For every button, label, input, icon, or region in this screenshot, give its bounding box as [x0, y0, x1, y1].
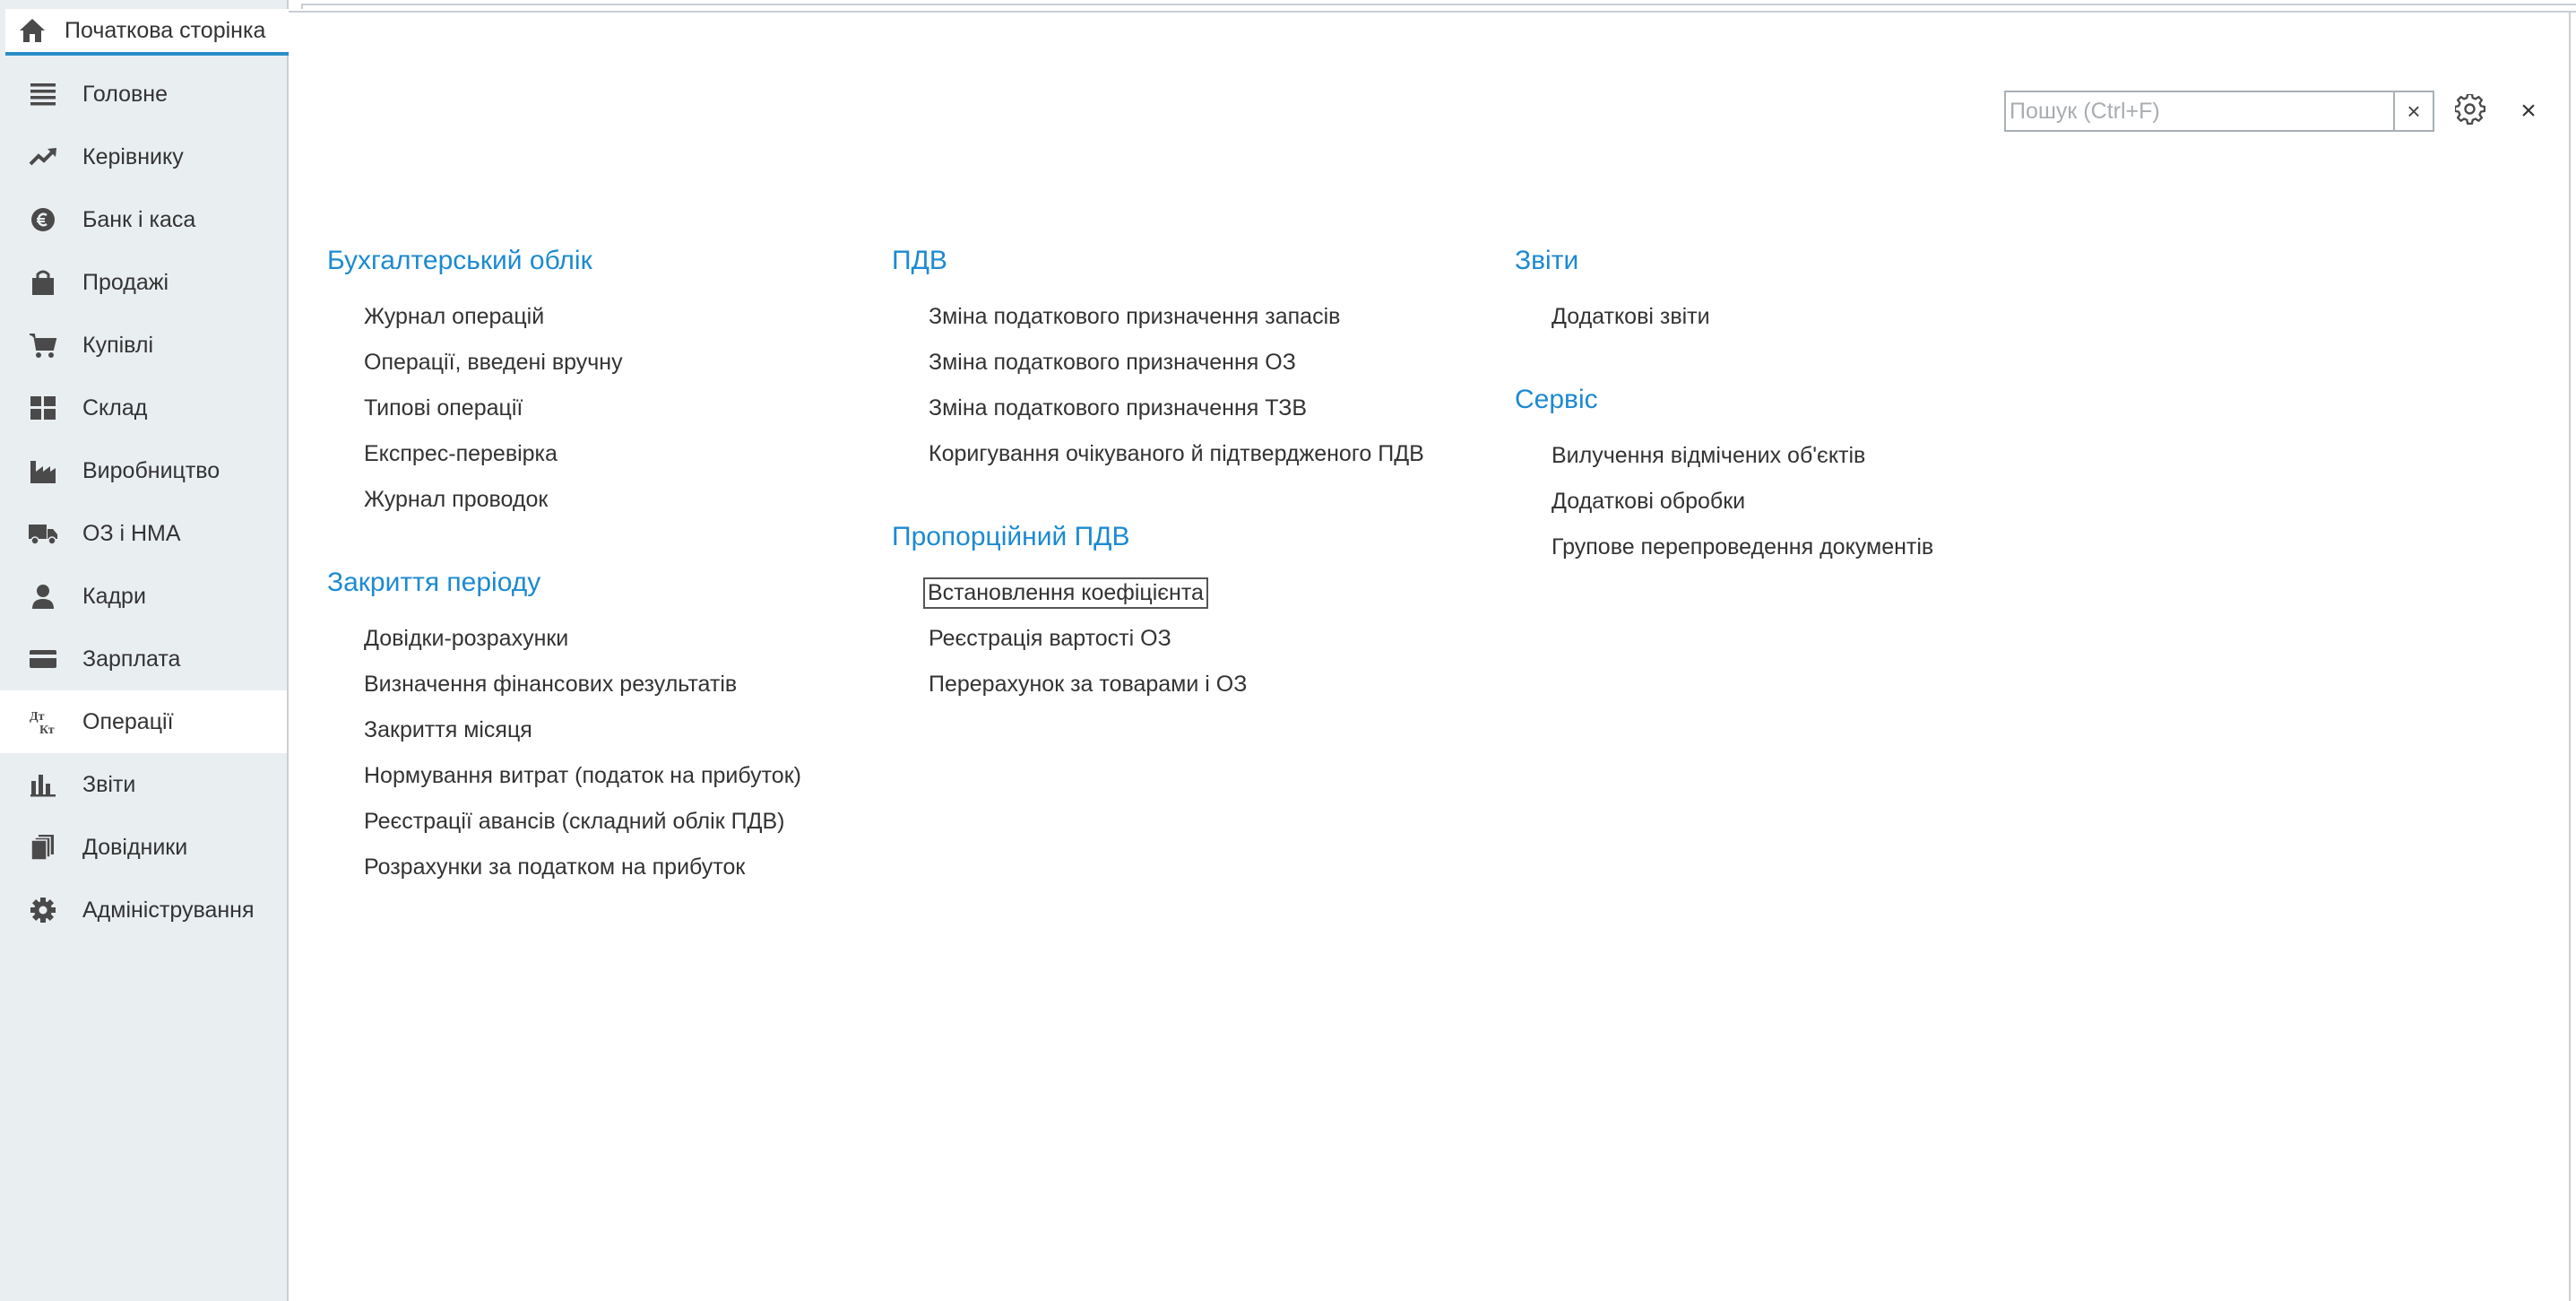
- svg-text:Кт: Кт: [39, 724, 55, 735]
- command-link[interactable]: Операції, введені вручну: [364, 350, 623, 375]
- command-link[interactable]: Зміна податкового призначення ТЗВ: [929, 395, 1308, 421]
- command-link[interactable]: Додаткові обробки: [1552, 489, 1746, 514]
- command-link[interactable]: Розрахунки за податком на прибуток: [364, 854, 746, 880]
- home-tab[interactable]: [5, 9, 289, 56]
- sidebar-item-label: Виробництво: [82, 457, 220, 483]
- factory-icon: [27, 455, 59, 487]
- section-title-reports[interactable]: Звіти: [1515, 246, 1579, 275]
- sidebar-item-label: Купівлі: [82, 332, 154, 358]
- sidebar-item-label: Банк і каса: [82, 206, 196, 232]
- sidebar-item-production[interactable]: [0, 439, 287, 502]
- warehouse-grid-icon: [27, 392, 59, 424]
- card-icon: [27, 643, 59, 675]
- command-link[interactable]: Типові операції: [364, 395, 523, 421]
- svg-text:Дт: Дт: [30, 710, 45, 724]
- sidebar-item-label: Довідники: [82, 834, 188, 860]
- sidebar-item-purchases[interactable]: [0, 314, 287, 377]
- command-link[interactable]: Вилучення відмічених об'єктів: [1552, 443, 1866, 468]
- gear-outline-icon: [2455, 94, 2485, 129]
- command-link[interactable]: Групове перепроведення документів: [1552, 534, 1934, 559]
- person-icon: [27, 580, 59, 612]
- command-link[interactable]: Експрес-перевірка: [364, 441, 558, 466]
- command-link[interactable]: Закриття місяця: [364, 717, 532, 742]
- sidebar-item-operations[interactable]: [0, 690, 287, 753]
- section-title-accounting[interactable]: Бухгалтерський облік: [327, 246, 592, 275]
- sidebar-item-label: Продажі: [82, 269, 169, 295]
- command-link[interactable]: Додаткові звіти: [1552, 304, 1710, 329]
- command-link[interactable]: Коригування очікуваного й підтвердженого ПДВ: [929, 441, 1424, 466]
- section-title-proportional-vat[interactable]: Пропорційний ПДВ: [892, 522, 1130, 551]
- sidebar-item-label: Склад: [82, 395, 148, 421]
- trend-chart-icon: [27, 141, 59, 173]
- command-link[interactable]: Зміна податкового призначення запасів: [929, 304, 1341, 329]
- sidebar-item-label: Операції: [82, 708, 174, 734]
- sidebar-item-label: Звіти: [82, 771, 136, 797]
- documents-icon: [27, 831, 59, 863]
- sidebar-item-main[interactable]: [0, 63, 287, 126]
- sidebar: [0, 0, 289, 1301]
- panel-right-border: [2569, 11, 2571, 1301]
- section-title-period-close[interactable]: Закриття періоду: [327, 568, 541, 597]
- main-panel: [289, 11, 2576, 1301]
- bar-chart-icon: [27, 768, 59, 801]
- sidebar-item-fixed-assets[interactable]: [0, 502, 287, 565]
- command-link[interactable]: Реєстрації авансів (складний облік ПДВ): [364, 809, 785, 834]
- close-button[interactable]: ×: [2520, 96, 2537, 126]
- sidebar-item-sales[interactable]: [0, 251, 287, 314]
- sidebar-item-directories[interactable]: [0, 816, 287, 879]
- sidebar-item-label: ОЗ і НМА: [82, 520, 181, 546]
- sidebar-item-administration[interactable]: [0, 879, 287, 941]
- shopping-bag-icon: [27, 266, 59, 299]
- home-tab-label: Початкова сторінка: [65, 17, 266, 43]
- command-link-focused[interactable]: Встановлення коефіцієнта: [928, 580, 1204, 605]
- sidebar-item-label: Головне: [82, 81, 168, 107]
- sidebar-item-hr[interactable]: [0, 565, 287, 628]
- menu-lines-icon: [27, 78, 59, 110]
- search-input[interactable]: [2006, 92, 2393, 130]
- command-link[interactable]: Журнал проводок: [364, 487, 549, 512]
- sidebar-item-label: Адміністрування: [82, 897, 255, 923]
- command-link[interactable]: Довідки-розрахунки: [364, 626, 569, 651]
- sidebar-item-reports[interactable]: [0, 753, 287, 816]
- section-title-vat[interactable]: ПДВ: [892, 246, 947, 275]
- sidebar-item-warehouse[interactable]: [0, 377, 287, 439]
- coin-icon: [27, 204, 59, 236]
- dt-kt-icon: [27, 706, 59, 738]
- command-link[interactable]: Журнал операцій: [364, 304, 545, 329]
- sidebar-item-label: Керівнику: [82, 143, 184, 169]
- settings-button[interactable]: [2452, 93, 2488, 129]
- command-link[interactable]: Зміна податкового призначення ОЗ: [929, 350, 1296, 375]
- search-clear-button[interactable]: ×: [2393, 92, 2433, 130]
- cart-icon: [27, 329, 59, 361]
- sidebar-item-bank[interactable]: [0, 188, 287, 251]
- gear-icon: [27, 894, 59, 926]
- search-box: [2004, 91, 2434, 132]
- sidebar-item-salary[interactable]: [0, 628, 287, 690]
- sidebar-item-manager[interactable]: [0, 126, 287, 188]
- command-link[interactable]: Перерахунок за товарами і ОЗ: [929, 672, 1248, 697]
- command-link[interactable]: Нормування витрат (податок на прибуток): [364, 763, 801, 788]
- command-link[interactable]: Реєстрація вартості ОЗ: [929, 626, 1171, 651]
- sidebar-item-label: Зарплата: [82, 646, 181, 672]
- tab-strip-line: [301, 4, 2576, 9]
- truck-icon: [27, 517, 59, 550]
- section-title-service[interactable]: Сервіс: [1515, 385, 1598, 414]
- home-icon: [16, 14, 48, 47]
- sidebar-item-label: Кадри: [82, 583, 146, 609]
- command-link[interactable]: Визначення фінансових результатів: [364, 672, 738, 697]
